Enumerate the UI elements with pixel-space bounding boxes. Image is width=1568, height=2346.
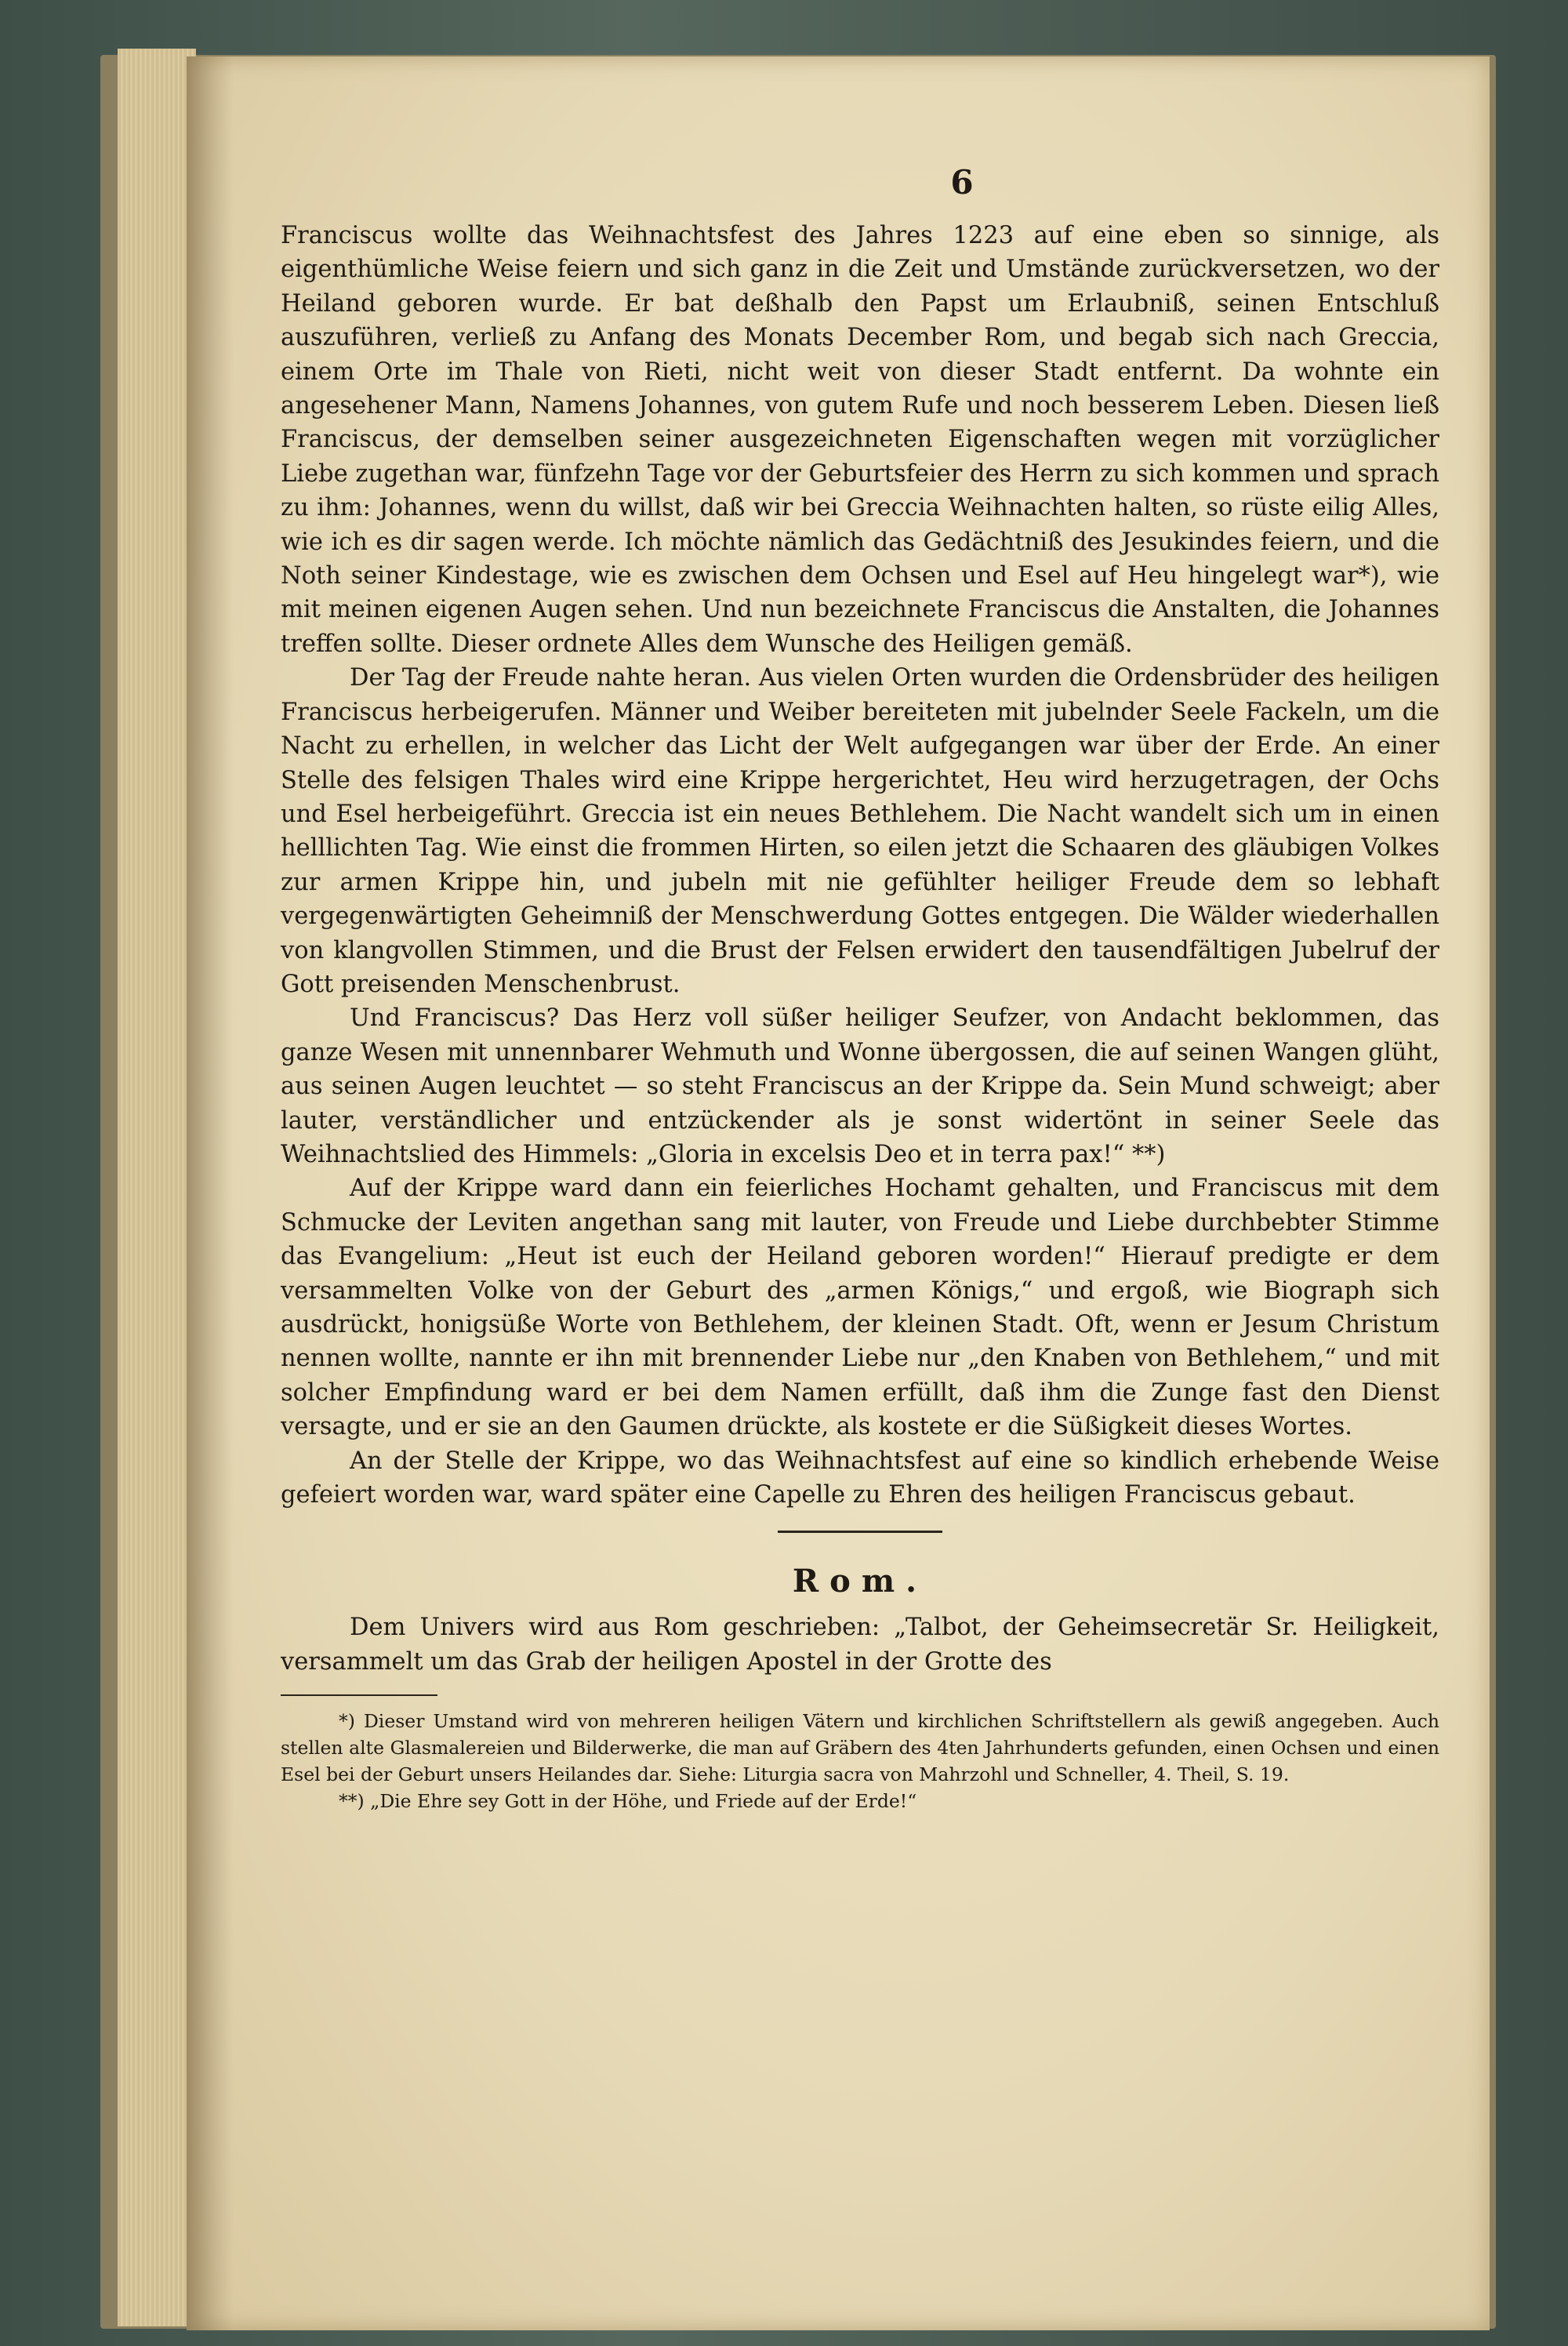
section-title: Rom. (792, 1563, 928, 1600)
paragraph-5: An der Stelle der Krippe, wo das Weihnachtsfest auf eine so kindlich erhebende Weise gefeiert worden war, ward später eine Capelle zu Ehren des heiligen Franciscus gebaut. (281, 1447, 1439, 1509)
section-divider (778, 1531, 942, 1533)
paragraph-4: Auf der Krippe ward dann ein feierliches Hochamt gehalten, und Franciscus mit dem Schmucke der Leviten angethan sang mit lauter, von Freude und Liebe durchbebter Stimme das Evangelium: „Heut ist euch der Heiland geboren worden!“ Hierauf predigte er dem versammelten Volke von der Geburt des „armen Königs,“ und ergoß, wie Biograph sich ausdrückt, honigsüße Worte von Bethlehem, der kleinen Stadt. Oft, wenn er Jesum Christum nennen wollte, nannte er ihn mit brennender Liebe nur „den Knaben von Bethlehem,“ und mit solcher Empfindung ward er bei dem Namen erfüllt, daß ihm die Zunge fast den Dienst versagte, und er sie an den Gaumen drückte, als kostete er die Süßigkeit dieses Wortes. (281, 1175, 1439, 1441)
footnote-1: *) Dieser Umstand wird von mehreren heiligen Vätern und kirchlichen Schriftstellern als gewiß angegeben. Auch stellen alte Glasmalereien und Bilderwerke, die man auf Gräbern des 4ten Jahrhunderts gefunden, einen Ochsen und einen Esel bei der Geburt unsers Heilandes dar. Siehe: Liturgia sacra von Mahrzohl und Schneller, 4. Theil, S. 19. (281, 1710, 1439, 1785)
paragraph-2: Der Tag der Freude nahte heran. Aus vielen Orten wurden die Ordensbrüder des heiligen Franciscus herbeigerufen. Männer und Weiber bereiteten mit jubelnder Seele Fackeln, um die Nacht zu erhellen, in welcher das Licht der Welt aufgegangen war über der Erde. An einer Stelle des felsigen Thales wird eine Krippe hergerichtet, Heu wird herzugetragen, der Ochs und Esel herbeigeführt. Greccia ist ein neues Bethlehem. Die Nacht wandelt sich um in einen helllichten Tag. Wie einst die frommen Hirten, so eilen jetzt die Schaaren des gläubigen Volkes zur armen Krippe hin, und jubeln mit nie gefühlter heiliger Freude dem so lebhaft vergegenwärtigten Geheimniß der Menschwerdung Gottes entgegen. Die Wälder wiederhallen von klangvollen Stimmen, und die Brust der Felsen erwidert den tausendfältigen Jubelruf der Gott preisenden Menschenbrust. (281, 664, 1439, 998)
page-number: 6 (950, 163, 974, 202)
paragraph-1: Franciscus wollte das Weihnachtsfest des Jahres 1223 auf eine eben so sinnige, als eigenthümliche Weise feiern und sich ganz in die Zeit und Umstände zurückversetzen, wo der Heiland geboren wurde. Er bat deßhalb den Papst um Erlaubniß, seinen Entschluß auszuführen, verließ zu Anfang des Monats December Rom, und begab sich nach Greccia, einem Orte im Thale von Rieti, nicht weit von dieser Stadt entfernt. Da wohnte ein angesehener Mann, Namens Johannes, von gutem Rufe und noch besserem Leben. Diesen ließ Franciscus, der demselben seiner ausgezeichneten Eigenschaften wegen mit vorzüglicher Liebe zugethan war, fünfzehn Tage vor der Geburtsfeier des Herrn zu sich kommen und sprach zu ihm: Johannes, wenn du willst, daß wir bei Greccia Weihnachten halten, so rüste eilig Alles, wie ich es dir sagen werde. Ich möchte nämlich das Gedächtniß des Jesukindes feiern, und die Noth seiner Kindestage, wie es zwischen dem Ochsen und Esel auf Heu hingelegt war*), wie mit meinen eigenen Augen sehen. Und nun bezeichnete Franciscus die Anstalten, die Johannes treffen sollte. Dieser ordnete Alles dem Wunsche des Heiligen gemäß. (281, 222, 1439, 658)
page-stack-edges (118, 49, 196, 2326)
footnote-2: **) „Die Ehre sey Gott in der Höhe, und Friede auf der Erde!“ (339, 1789, 917, 1812)
footnote-divider (281, 1694, 437, 1696)
gutter-shadow (187, 56, 234, 2330)
paragraph-3: Und Franciscus? Das Herz voll süßer heiliger Seufzer, von Andacht beklommen, das ganze Wesen mit unnennbarer Wehmuth und Wonne übergossen, die auf seinen Wangen glüht, aus seinen Augen leuchtet — so steht Franciscus an der Krippe da. Sein Mund schweigt; aber lauter, verständlicher und entzückender als je sonst widertönt in seiner Seele das Weihnachtslied des Himmels: „Gloria in excelsis Deo et in terra pax!“ **) (281, 1004, 1439, 1168)
section-paragraph: Dem Univers wird aus Rom geschrieben: „Talbot, der Geheimsecretär Sr. Heiligkeit, versammelt um das Grab der heiligen Apostel in der Grotte des (281, 1614, 1439, 1676)
page-text-block (281, 163, 1439, 1814)
